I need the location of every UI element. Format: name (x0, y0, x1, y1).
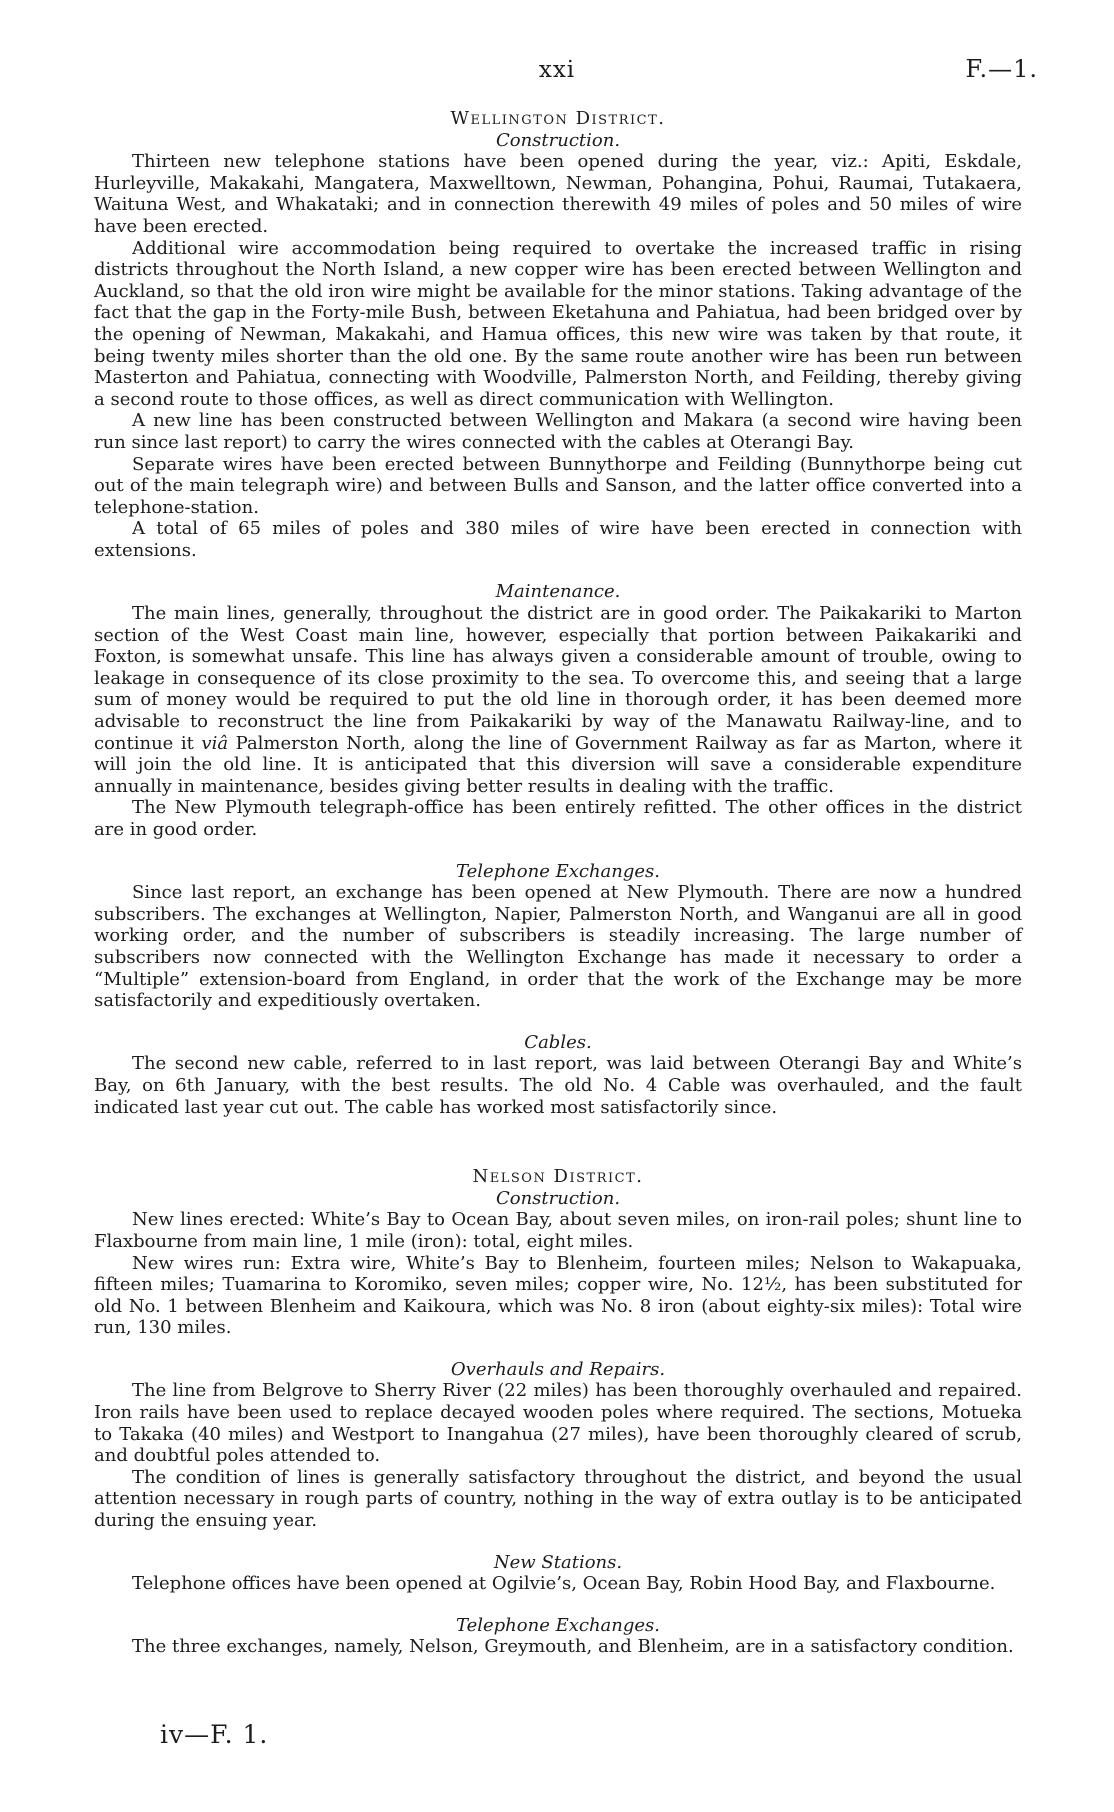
paragraph: New lines erected: White’s Bay to Ocean Bay, about seven miles, on iron-rail poles; shunt line to Flaxbourne from main line, 1 mile (iron): total, eight miles. (94, 1209, 1022, 1252)
page-number: xxi (538, 57, 576, 83)
paragraph: A total of 65 miles of poles and 380 miles of wire have been erected in connection with extensions. (94, 518, 1022, 561)
wellington-construction-heading: Construction. (495, 129, 621, 151)
paragraph: Telephone offices have been opened at Ogilvie’s, Ocean Bay, Robin Hood Bay, and Flaxbourne. (132, 1573, 996, 1595)
italic-word: viâ (201, 732, 229, 754)
paragraph-text: Palmerston North, along the line of Government Railway as far as Marton, where it will join the old line. It is anticipated that this diversion will save a considerable expenditure annually in maintenance, besides giving better results in dealing with the traffic. (94, 732, 1022, 797)
nelson-overhauls-heading: Overhauls and Repairs. (450, 1358, 666, 1380)
paragraph-text: The main lines, generally, throughout the district are in good order. The Paikakariki to Marton section of the West Coast main line, however, especially that portion between Paikakariki and Foxton, is somewhat unsafe. This line has always given a considerable amount of trouble, owing to leakage in consequence of its close proximity to the sea. To overcome this, and seeing that a large sum of money would be required to put the old line in thorough order, it has been deemed more advisable to reconstruct the line from Paikakariki by way of the Manawatu Railway-line, and to continue it (94, 603, 1022, 754)
nelson-district-title: Nelson District. (472, 1166, 644, 1188)
paragraph: The New Plymouth telegraph-office has been entirely refitted. The other offices in the district are in good order. (94, 797, 1022, 840)
page-content (94, 108, 1022, 1658)
wellington-telephone-exchanges-heading: Telephone Exchanges. (455, 860, 660, 882)
paragraph: The second new cable, referred to in last report, was laid between Oterangi Bay and White’s Bay, on 6th January, with the best results. The old No. 4 Cable was overhauled, and the fault indicated last year cut out. The cable has worked most satisfactorily since. (94, 1053, 1022, 1118)
wellington-maintenance-heading: Maintenance. (495, 581, 621, 603)
paragraph: Separate wires have been erected between Bunnythorpe and Feilding (Bunnythorpe being cut out of the main telegraph wire) and between Bulls and Sanson, and the latter office converted into a telephone-station. (94, 453, 1022, 518)
document-reference: F.—1. (965, 55, 1038, 83)
paragraph: A new line has been constructed between Wellington and Makara (a second wire having been run since last report) to carry the wires connected with the cables at Oterangi Bay. (94, 410, 1022, 453)
wellington-district-title: Wellington District. (450, 108, 666, 129)
nelson-telephone-exchanges-heading: Telephone Exchanges. (455, 1614, 660, 1636)
nelson-new-stations-heading: New Stations. (493, 1551, 623, 1573)
nelson-construction-heading: Construction. (495, 1187, 621, 1209)
paragraph: Thirteen new telephone stations have been opened during the year, viz.: Apiti, Eskdale, Hurleyville, Makakahi, Mangatera, Maxwelltown, Newman, Pohangina, Pohui, Raumai, Tutakaera, Waituna West, and Whakataki; and in connection therewith 49 miles of poles and 50 miles of wire have been erected. (94, 151, 1022, 237)
paragraph: The three exchanges, namely, Nelson, Greymouth, and Blenheim, are in a satisfactory condition. (132, 1636, 1014, 1658)
paragraph: The condition of lines is generally satisfactory throughout the district, and beyond the usual attention necessary in rough parts of country, nothing in the way of extra outlay is to be anticipated during the ensuing year. (94, 1466, 1022, 1532)
paragraph: New wires run: Extra wire, White’s Bay to Blenheim, fourteen miles; Nelson to Wakapuaka, fifteen miles; Tuamarina to Koromiko, seven miles; copper wire, No. 12½, has been substituted for old No. 1 between Blenheim and Kaikoura, which was No. 8 iron (about eighty-six miles): Total wire run, 130 miles. (94, 1252, 1022, 1339)
paragraph: Since last report, an exchange has been opened at New Plymouth. There are now a hundred subscribers. The exchanges at Wellington, Napier, Palmerston North, and Wanganui are all in good working order, and the number of subscribers is steadily increasing. The large number of subscribers now connected with the Wellington Exchange has made it necessary to order a “Multiple” extension-board from England, in order that the work of the Exchange may be more satisfactorily and expeditiously overtaken. (94, 882, 1022, 1012)
paragraph: The line from Belgrove to Sherry River (22 miles) has been thoroughly overhauled and repaired. Iron rails have been used to replace decayed wooden poles where required. The sections, Motueka to Takaka (40 miles) and Westport to Inangahua (27 miles), have been thoroughly cleared of scrub, and doubtful poles attended to. (94, 1380, 1022, 1467)
paragraph (94, 603, 1022, 797)
wellington-cables-heading: Cables. (524, 1031, 592, 1053)
paragraph: Additional wire accommodation being required to overtake the increased traffic in rising districts throughout the North Island, a new copper wire has been erected between Wellington and Auckland, so that the old iron wire might be available for the minor stations. Taking advantage of the fact that the gap in the Forty-mile Bush, between Eketahuna and Pahiatua, had been bridged over by the opening of Newman, Makakahi, and Hamua offices, this new wire was taken by that route, it being twenty miles shorter than the old one. By the same route another wire has been run between Masterton and Pahiatua, connecting with Woodville, Palmerston North, and Feilding, thereby giving a second route to those offices, as well as direct communication with Wellington. (94, 237, 1022, 410)
signature-mark: iv—F. 1. (160, 1720, 269, 1749)
